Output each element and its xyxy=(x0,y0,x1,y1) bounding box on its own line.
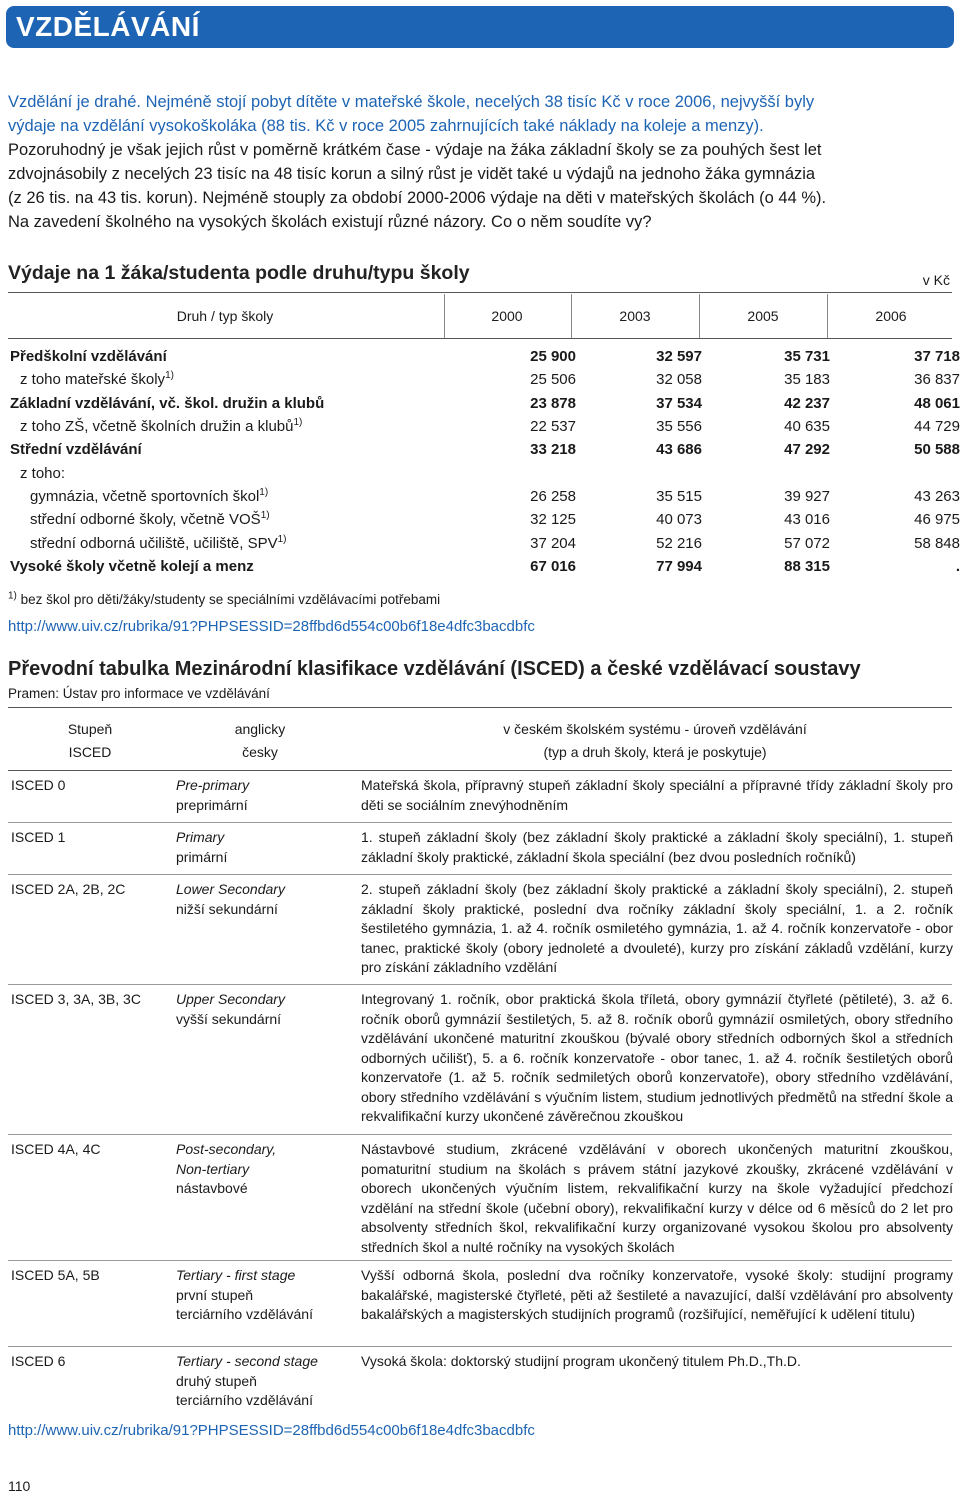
cell-value: 43 016 xyxy=(784,511,830,528)
czech-name: druhý stupeň xyxy=(176,1372,257,1389)
page-number: 110 xyxy=(8,1478,31,1494)
footnote-mark: 1) xyxy=(259,487,269,498)
cell-value: 32 597 xyxy=(656,348,702,365)
isced-names xyxy=(176,1266,313,1325)
isced-names xyxy=(176,828,227,867)
english-name: Tertiary - second stage xyxy=(176,1353,318,1369)
row-label xyxy=(10,348,167,365)
divider xyxy=(8,292,952,293)
isced-source: Pramen: Ústav pro informace ve vzdělávání xyxy=(8,686,270,701)
cell-value: 32 125 xyxy=(530,511,576,528)
table-row xyxy=(8,533,960,556)
cell-value: 23 878 xyxy=(530,395,576,412)
cell-value: 77 994 xyxy=(656,558,702,575)
english-name: Pre-primary xyxy=(176,777,250,793)
divider xyxy=(699,294,700,338)
row-label xyxy=(10,441,142,458)
isced-title: Převodní tabulka Mezinárodní klasifikace vzdělávání (ISCED) a české vzdělávací soustavy xyxy=(8,658,861,680)
intro-text xyxy=(8,90,952,234)
english-name: Post-secondary, xyxy=(176,1141,277,1157)
isced-names xyxy=(176,990,285,1029)
footnote-mark: 1) xyxy=(165,370,174,381)
row-label-text: střední odborná učiliště, učiliště, SPV xyxy=(30,535,278,552)
table-row xyxy=(8,463,952,486)
cell-value: 47 292 xyxy=(784,441,830,458)
cell-value: 46 975 xyxy=(914,511,960,528)
divider xyxy=(827,294,828,338)
isced-level: ISCED 1 xyxy=(11,829,66,845)
header-line: Stupeň xyxy=(67,721,113,737)
expenses-title: Výdaje na 1 žáka/studenta podle druhu/typu školy xyxy=(8,262,470,284)
cell-value: 50 588 xyxy=(914,441,960,458)
isced-level: ISCED 6 xyxy=(11,1353,66,1369)
cell-value: 42 237 xyxy=(784,395,830,412)
intro-line: (z 26 tis. na 43 tis. korun). Nejméně stouply za období 2000-2006 výdaje na děti v mateřských školách (o 44 %). xyxy=(8,189,827,207)
czech-name: primární xyxy=(176,848,228,865)
table-row xyxy=(8,346,960,369)
cell-value: 37 534 xyxy=(656,395,702,412)
czech-name: první stupeň xyxy=(176,1286,254,1303)
cell-value: 48 061 xyxy=(914,395,960,412)
section-banner xyxy=(6,6,954,48)
column-header-language xyxy=(200,718,320,764)
row-label xyxy=(30,511,270,528)
czech-name: terciárního vzdělávání xyxy=(176,1392,313,1408)
cell-value: 58 848 xyxy=(914,535,960,552)
cell-value: 35 731 xyxy=(784,348,830,365)
section-title: VZDĚLÁVÁNÍ xyxy=(16,11,200,42)
english-name: Upper Secondary xyxy=(176,991,285,1007)
source-link[interactable]: http://www.uiv.cz/rubrika/91?PHPSESSID=28ffbd6d554c00b6f18e4dfc3bacdbfc xyxy=(8,1422,535,1439)
cell-value: 25 900 xyxy=(530,348,576,365)
divider xyxy=(8,984,952,985)
column-header-year: 2006 xyxy=(875,308,907,324)
footnote-mark: 1) xyxy=(260,510,270,521)
isced-level: ISCED 4A, 4C xyxy=(11,1141,101,1157)
cell-value: 26 258 xyxy=(530,488,576,505)
divider xyxy=(8,707,952,708)
column-header-year: 2003 xyxy=(619,308,651,324)
row-label-text: střední odborné školy, včetně VOŠ xyxy=(30,511,261,528)
column-header-level xyxy=(40,718,140,764)
divider xyxy=(8,874,952,875)
expenses-unit: v Kč xyxy=(922,272,950,288)
cell-value: 67 016 xyxy=(530,558,576,575)
divider xyxy=(8,1260,952,1261)
isced-names xyxy=(176,776,249,815)
row-label xyxy=(10,395,324,412)
english-name: Lower Secondary xyxy=(176,881,285,897)
isced-level: ISCED 5A, 5B xyxy=(11,1267,100,1283)
cell-value: 25 506 xyxy=(530,371,576,388)
divider xyxy=(444,294,445,338)
cell-value: . xyxy=(955,558,960,575)
cell-value: 35 515 xyxy=(656,488,702,505)
cell-value: 39 927 xyxy=(784,488,830,505)
row-label xyxy=(30,535,287,552)
cell-value: 37 718 xyxy=(914,348,960,365)
isced-description: Vyšší odborná škola, poslední dva ročníky konzervatoře, vysoké školy: studijní programy bakalářské, magisterské čtyřleté, pěti až šestileté a navazující, další vzdělávání pro absolventy bakalářských a magisterských studijních programů (rozšiřující, neměřující k udělení titulu) xyxy=(361,1267,953,1322)
row-label-text: Základní vzdělávání, vč. škol. družin a klubů xyxy=(10,395,325,412)
divider xyxy=(8,822,952,823)
czech-name: nástavbové xyxy=(176,1180,248,1196)
czech-name: vyšší sekundární xyxy=(176,1010,282,1027)
isced-names xyxy=(176,1140,276,1199)
czech-name: preprimární xyxy=(176,796,248,813)
intro-line: Vzdělání je drahé. Nejméně stojí pobyt dítěte v mateřské škole, necelých 38 tisíc Kč v roce 2006, nejvyšší byly xyxy=(8,93,815,111)
isced-description: 2. stupeň základní školy (bez základní školy praktické a základní školy speciální), 2. stupeň základní školy praktické, poslední dva ročníky základní školy speciální, 1. a 2. ročník šestiletého gymnázia, 1. až 4. ročník osmiletého gymnázia, 1. až 4. ročník konzervatoře - obor tanec, praktické školy (obory jednoleté a dvouleté), kurzy pro získání základů vzdělání, kurzy pro získání základního vzdělání xyxy=(361,881,953,975)
footnote-mark: 1) xyxy=(8,590,17,602)
table-row xyxy=(8,486,960,509)
column-header-year: 2005 xyxy=(747,308,779,324)
header-line: česky xyxy=(242,744,278,760)
english-name: Primary xyxy=(176,829,225,845)
row-label xyxy=(20,371,174,388)
cell-value: 22 537 xyxy=(530,418,576,435)
czech-name: terciárního vzdělávání xyxy=(176,1306,313,1322)
isced-level: ISCED 3, 3A, 3B, 3C xyxy=(11,991,141,1007)
row-label-text: Střední vzdělávání xyxy=(10,441,142,458)
cell-value: 36 837 xyxy=(914,371,960,388)
row-label-text: z toho mateřské školy xyxy=(20,371,166,388)
intro-line: zdvojnásobily z necelých 23 tisíc na 48 tisíc korun a silný růst je vidět také u výdajů na jednoho žáka gymnázia xyxy=(8,165,816,183)
isced-description: Integrovaný 1. ročník, obor praktická škola tříletá, obory gymnázií čtyřleté (pětileté), 3. až 6. ročník oborů gymnázií šestiletých, 5. až 8. ročník oborů gymnázií osmiletých, obory středního vzdělávání ukončené maturitní zkouškou (bývalé obory středních odborných škol a středních odborných učilišť), 5. a 6. ročník konzervatoře - obor tanec, 1. až 4. ročník šestiletých oborů konzervatoře (1. až 5. ročník sedmiletých oborů konzervatoře), obory středního vzdělávání, obory středního vzdělávání s výučním listem, studium jednotlivých předmětů na střední škole a rekvalifikační kurzy ukončené závěrečnou zkouškou xyxy=(361,991,953,1124)
isced-level: ISCED 2A, 2B, 2C xyxy=(11,881,126,897)
header-line: v českém školském systému - úroveň vzdělávání xyxy=(503,721,807,737)
table-row xyxy=(8,369,960,392)
footnote xyxy=(8,592,440,607)
row-label-text: gymnázia, včetně sportovních škol xyxy=(30,488,260,505)
english-name: Tertiary - first stage xyxy=(176,1267,296,1283)
cell-value: 88 315 xyxy=(784,558,830,575)
cell-value: 35 183 xyxy=(784,371,830,388)
row-label-text: Vysoké školy včetně kolejí a menz xyxy=(10,558,254,575)
row-label xyxy=(20,418,302,435)
cell-value: 33 218 xyxy=(530,441,576,458)
cell-value: 32 058 xyxy=(656,371,702,388)
isced-description: 1. stupeň základní školy (bez základní školy praktické a základní školy speciální), 1. stupeň základní školy praktické, základní škola speciální (bez dvou posledních ročníků) xyxy=(361,829,953,865)
table-row xyxy=(8,393,960,416)
footnote-text: bez škol pro děti/žáky/studenty se speciálními vzdělávacími potřebami xyxy=(16,592,441,607)
column-header-type: Druh / typ školy xyxy=(176,308,274,324)
cell-value: 52 216 xyxy=(656,535,702,552)
cell-value: 37 204 xyxy=(530,535,576,552)
header-line: (typ a druh školy, která je poskytuje) xyxy=(543,744,767,760)
column-header-year: 2000 xyxy=(491,308,523,324)
table-row xyxy=(8,439,960,462)
header-line: anglicky xyxy=(234,721,286,737)
isced-description: Nástavbové studium, zkrácené vzdělávání v oborech ukončených maturitní zkouškou, pomaturitní studium na školách s právem státní jazykové zkoušky, zkrácené vzdělávání v oborech ukončených výučním listem, rekvalifikační kurzy na škole vyžadující předchozí vzdělání na střední škole (učební obory), rekvalifikační kurzy v délce od 6 měsíců do 2 let pro absolventy středních škol, rekvalifikační kurzy organizované vysokou školou pro absolventy středních škol a nulté ročníky na vysokých školách xyxy=(361,1141,953,1255)
isced-names xyxy=(176,880,285,919)
isced-description: Mateřská škola, přípravný stupeň základní školy speciální a přípravné třídy základní školy pro děti se sociálním znevýhodněním xyxy=(361,777,953,813)
isced-names xyxy=(176,1352,318,1411)
cell-value: 43 686 xyxy=(656,441,702,458)
divider xyxy=(8,338,952,339)
row-label-text: Předškolní vzdělávání xyxy=(10,348,167,365)
divider xyxy=(8,1346,952,1347)
cell-value: 43 263 xyxy=(914,488,960,505)
cell-value: 44 729 xyxy=(914,418,960,435)
isced-level: ISCED 0 xyxy=(11,777,66,793)
intro-line: Na zavedení školného na vysokých školách existují různé názory. Co o něm soudíte vy? xyxy=(8,213,652,231)
cell-value: 40 635 xyxy=(784,418,830,435)
intro-line: Pozoruhodný je však jejich růst v poměrně krátkém čase - výdaje na žáka základní školy se za pouhých šest let xyxy=(8,141,822,159)
table-row xyxy=(8,416,960,439)
cell-value: 35 556 xyxy=(656,418,702,435)
isced-description: Vysoká škola: doktorský studijní program ukončený titulem Ph.D.,Th.D. xyxy=(361,1353,801,1369)
table-row xyxy=(8,509,960,532)
divider xyxy=(8,770,952,771)
row-label xyxy=(20,465,65,482)
english-name: Non-tertiary xyxy=(176,1160,250,1177)
row-label-text: z toho ZŠ, včetně školních družin a klubů xyxy=(20,418,294,435)
header-line: ISCED xyxy=(68,744,112,760)
czech-name: nižší sekundární xyxy=(176,900,278,917)
source-link[interactable]: http://www.uiv.cz/rubrika/91?PHPSESSID=28ffbd6d554c00b6f18e4dfc3bacdbfc xyxy=(8,618,535,635)
cell-value: 57 072 xyxy=(784,535,830,552)
footnote-mark: 1) xyxy=(293,417,303,428)
table-row xyxy=(8,556,960,579)
divider xyxy=(571,294,572,338)
row-label xyxy=(30,488,268,505)
footnote-mark: 1) xyxy=(277,534,287,545)
divider xyxy=(8,1134,952,1135)
row-label-text: z toho: xyxy=(20,465,66,482)
row-label xyxy=(10,558,254,575)
column-header-czech-system xyxy=(430,718,880,764)
intro-line: výdaje na vzdělání vysokoškoláka (88 tis. Kč v roce 2005 zahrnujících také náklady na koleje a menzy). xyxy=(8,117,764,135)
cell-value: 40 073 xyxy=(656,511,702,528)
